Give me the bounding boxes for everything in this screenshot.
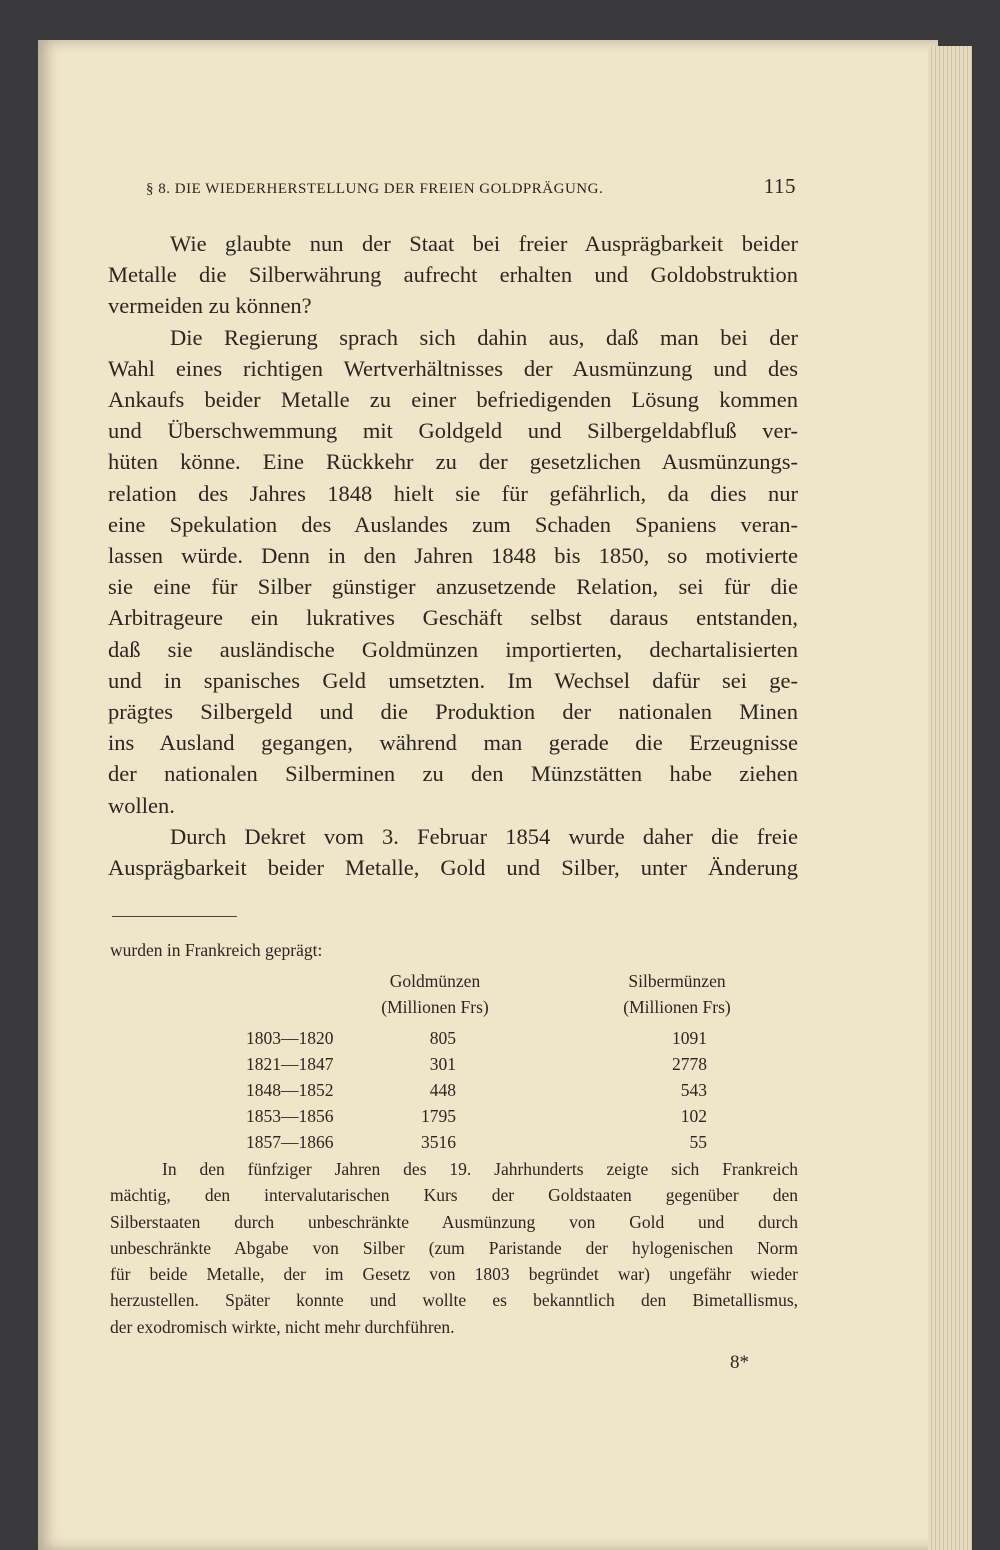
footnote-line: unbeschränkte Abgabe von Silber (zum Paristande der hylogenischen Norm [110,1237,798,1258]
text-line: Wahl eines richtigen Wertverhältnisses der Ausmünzung und des [108,355,798,381]
page-edges [928,46,972,1550]
silver-value: 55 [689,1132,707,1152]
text-line: lassen würde. Denn in den Jahren 1848 bis 1850, so motivierte [108,543,798,569]
period: 1821—1847 [246,1054,334,1074]
footnote-line: für beide Metalle, der im Gesetz von 1803 begründet war) ungefähr wieder [110,1264,798,1285]
silver-value: 2778 [672,1054,707,1074]
gold-value: 1795 [421,1106,456,1126]
page-number: 115 [763,174,796,198]
col-gold-unit: (Millionen Frs) [381,997,489,1017]
period: 1853—1856 [246,1106,334,1126]
gold-value: 805 [429,1028,456,1048]
col-silver-header [592,968,762,1020]
text-line: Ankaufs beider Metalle zu einer befriedigenden Lösung kommen [108,387,798,413]
text-line: hüten könne. Eine Rückkehr zu der gesetzlichen Ausmünzungs- [108,449,798,475]
text-line: Wie glaubte nun der Staat bei freier Ausprägbarkeit beider [170,231,798,256]
text-line: sie eine für Silber günstiger anzusetzende Relation, sei für die [108,574,798,600]
footnote-text [110,1156,798,1340]
footnote-line: mächtig, den intervalutarischen Kurs der Goldstaaten gegenüber den [110,1185,798,1206]
running-header [146,174,796,199]
text-line: wollen. [108,792,175,818]
gold-value: 3516 [421,1132,456,1152]
signature-mark: 8* [730,1352,749,1373]
text-line: ins Ausland gegangen, während man gerade die Erzeugnisse [108,730,798,756]
text-line: relation des Jahres 1848 hielt sie für gefährlich, da dies nur [108,480,798,506]
footnote-line: herzustellen. Später konnte und wollte es bekanntlich den Bimetallismus, [110,1290,798,1311]
text-line: der nationalen Silberminen zu den Münzstätten habe ziehen [108,761,798,787]
table-row [110,1080,798,1106]
table-row [110,1106,798,1132]
text-line: Metalle die Silberwährung aufrecht erhalten und Goldobstruktion [108,262,798,288]
text-line: daß sie ausländische Goldmünzen importierten, dechartalisierten [108,636,798,662]
footnote-rule [112,916,237,917]
footnote-intro: wurden in Frankreich geprägt: [110,940,323,960]
table-row [110,1028,798,1054]
col-silver-unit: (Millionen Frs) [623,997,731,1017]
gold-value: 448 [429,1080,456,1100]
period: 1857—1866 [246,1132,334,1152]
gold-value: 301 [429,1054,456,1074]
col-gold-header [350,968,520,1020]
period: 1848—1852 [246,1080,334,1100]
footnote-line: der exodromisch wirkte, nicht mehr durchführen. [110,1316,455,1337]
table-row [110,1054,798,1080]
text-line: Arbitrageure ein lukratives Geschäft selbst daraus entstanden, [108,605,798,631]
text-line: eine Spekulation des Auslandes zum Schaden Spaniens veran- [108,511,798,537]
text-line: Ausprägbarkeit beider Metalle, Gold und Silber, unter Änderung [108,855,798,881]
period: 1803—1820 [246,1028,334,1048]
col-silver-title: Silbermünzen [628,971,726,991]
footnote-line: Silberstaaten durch unbeschränkte Ausmünzung von Gold und durch [110,1211,798,1232]
silver-value: 1091 [672,1028,707,1048]
section-title: § 8. DIE WIEDERHERSTELLUNG DER FREIEN GOLDPRÄGUNG. [146,181,604,197]
main-text [108,228,798,883]
text-line: vermeiden zu können? [108,293,312,319]
silver-value: 102 [680,1106,707,1126]
text-line: Die Regierung sprach sich dahin aus, daß man bei der [170,324,798,350]
silver-value: 543 [680,1080,707,1100]
text-line: und in spanisches Geld umsetzten. Im Wechsel dafür sei ge- [108,667,798,693]
table-row [110,1132,798,1158]
footnote-line: In den fünfziger Jahren des 19. Jahrhunderts zeigte sich Frankreich [162,1159,798,1179]
text-line: Durch Dekret vom 3. Februar 1854 wurde daher die freie [170,823,798,849]
text-line: und Überschwemmung mit Goldgeld und Silbergeldabfluß ver- [108,418,798,444]
col-gold-title: Goldmünzen [389,971,481,991]
text-line: prägtes Silbergeld und die Produktion der nationalen Minen [108,699,798,725]
